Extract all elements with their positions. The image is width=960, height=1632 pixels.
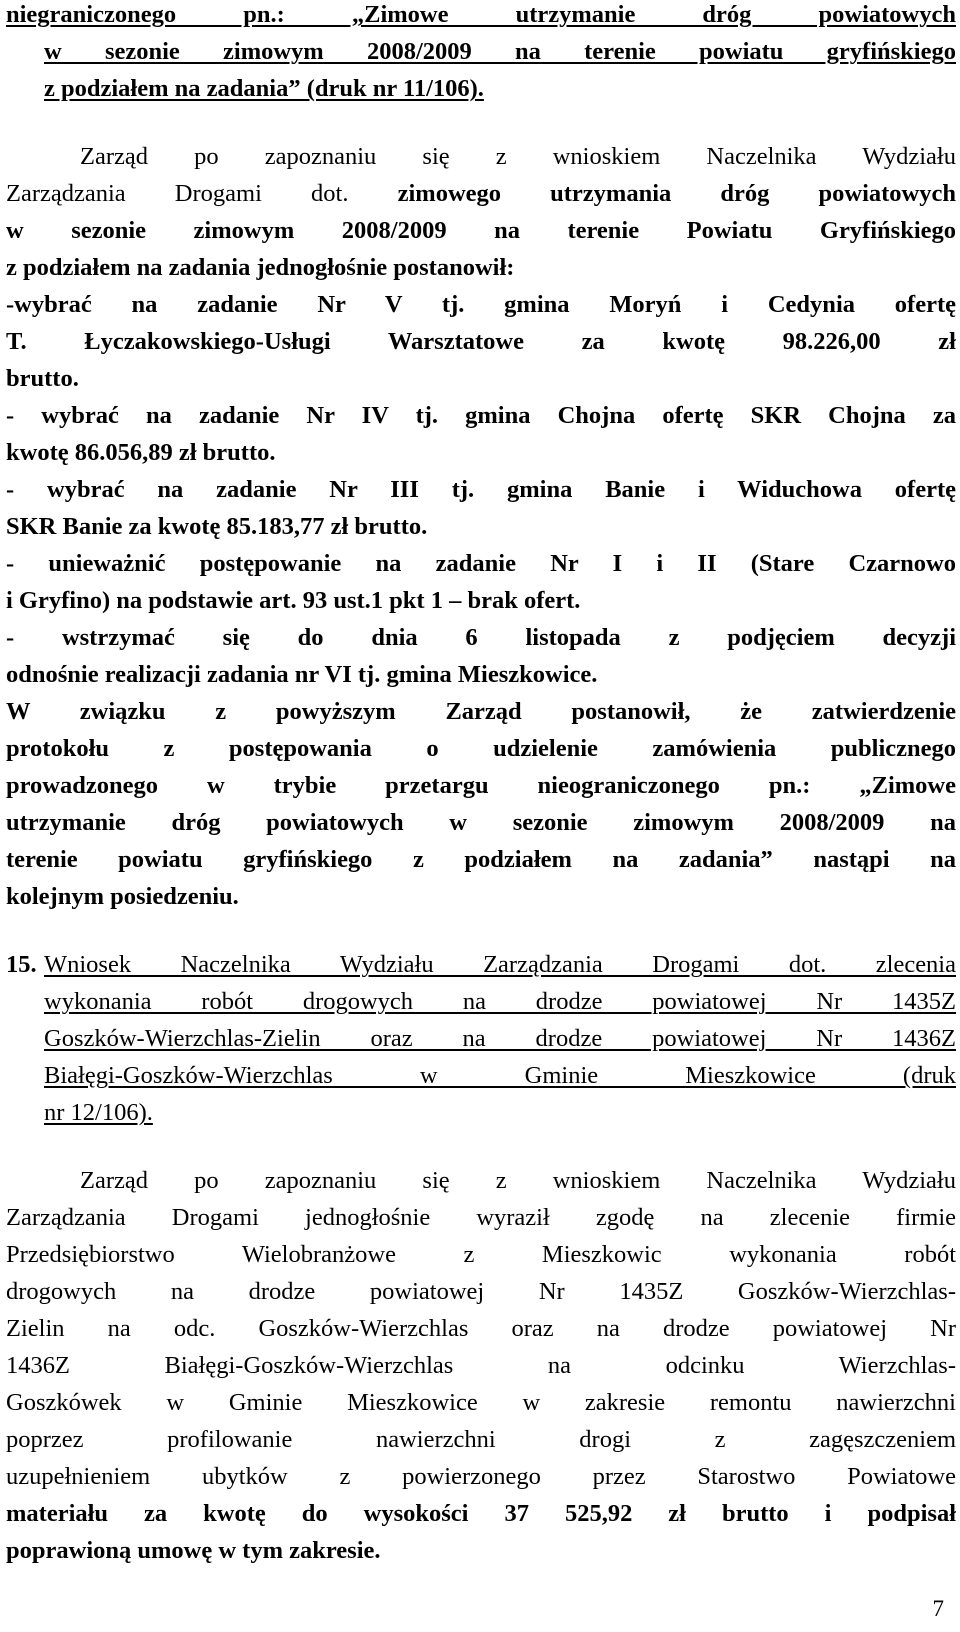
resolution-1-line: W związku z powyższym Zarząd postanowił, że zatwierdzenie [6, 698, 956, 725]
resolution-2-line: materiału za kwotę do wysokości 37 525,92 zł brutto i podpisał [6, 1500, 956, 1527]
resolution-1-line: - wybrać na zadanie Nr III tj. gmina Banie i Widuchowa ofertę [6, 476, 956, 503]
resolution-2-line: 1436Z Białęgi-Goszków-Wierzchlas na odcinku Wierzchlas- [6, 1352, 956, 1379]
item-15-title-line: Wniosek Naczelnika Wydziału Zarządzania Drogami dot. zlecenia [44, 951, 956, 978]
intro-line-2: w sezonie zimowym 2008/2009 na terenie powiatu gryfińskiego [44, 38, 956, 65]
resolution-1-line: z podziałem na zadania jednogłośnie postanowił: [6, 254, 515, 281]
resolution-1-line: - wstrzymać się do dnia 6 listopada z podjęciem decyzji [6, 624, 956, 651]
resolution-1-line: SKR Banie za kwotę 85.183,77 zł brutto. [6, 513, 428, 540]
resolution-1-text-normal: Zarządzania Drogami dot. [6, 180, 349, 207]
resolution-1-line: T. Łyczakowskiego-Usługi Warsztatowe za kwotę 98.226,00 zł [6, 328, 956, 355]
resolution-1-line: w sezonie zimowym 2008/2009 na terenie Powiatu Gryfińskiego [6, 217, 956, 244]
resolution-1-line: kwotę 86.056,89 zł brutto. [6, 439, 276, 466]
resolution-2-line: uzupełnieniem ubytków z powierzonego przez Starostwo Powiatowe [6, 1463, 956, 1490]
resolution-1-line: - unieważnić postępowanie na zadanie Nr I i II (Stare Czarnowo [6, 550, 956, 577]
intro-line-1: niegraniczonego pn.: „Zimowe utrzymanie dróg powiatowych [6, 1, 956, 28]
resolution-1-line: i Gryfino) na podstawie art. 93 ust.1 pkt 1 – brak ofert. [6, 587, 581, 614]
resolution-2-line: Zarząd po zapoznaniu się z wnioskiem Naczelnika Wydziału [80, 1167, 956, 1194]
resolution-2-line: Goszkówek w Gminie Mieszkowice w zakresie remontu nawierzchni [6, 1389, 956, 1416]
resolution-2-line: poprawioną umowę w tym zakresie. [6, 1537, 381, 1564]
page-number: 7 [932, 1596, 944, 1621]
intro-line-3: z podziałem na zadania” (druk nr 11/106). [44, 75, 484, 102]
resolution-1-text-bold: zimowego utrzymania dróg powiatowych [348, 180, 956, 207]
resolution-1-line: protokołu z postępowania o udzielenie zamówienia publicznego [6, 735, 956, 762]
item-number: 15. [6, 951, 37, 978]
item-15-title-line: wykonania robót drogowych na drodze powiatowej Nr 1435Z [44, 988, 956, 1015]
resolution-1-line: - wybrać na zadanie Nr IV tj. gmina Chojna ofertę SKR Chojna za [6, 402, 956, 429]
resolution-2-line: drogowych na drodze powiatowej Nr 1435Z Goszków-Wierzchlas- [6, 1278, 956, 1305]
resolution-1-line: kolejnym posiedzeniu. [6, 883, 239, 910]
item-15-title-line: nr 12/106). [44, 1099, 153, 1126]
resolution-1-line: prowadzonego w trybie przetargu nieograniczonego pn.: „Zimowe [6, 772, 956, 799]
resolution-1-line: Zarząd po zapoznaniu się z wnioskiem Naczelnika Wydziału [80, 143, 956, 170]
resolution-2-line: Zarządzania Drogami jednogłośnie wyraził zgodę na zlecenie firmie [6, 1204, 956, 1231]
resolution-1-line [6, 175, 956, 213]
resolution-1-line: -wybrać na zadanie Nr V tj. gmina Moryń i Cedynia ofertę [6, 291, 956, 318]
resolution-1-line: terenie powiatu gryfińskiego z podziałem na zadania” nastąpi na [6, 846, 956, 873]
resolution-1-line: odnośnie realizacji zadania nr VI tj. gmina Mieszkowice. [6, 661, 598, 688]
item-15-title-line: Goszków-Wierzchlas-Zielin oraz na drodze powiatowej Nr 1436Z [44, 1025, 956, 1052]
resolution-1-line: brutto. [6, 365, 79, 392]
resolution-1-line: utrzymanie dróg powiatowych w sezonie zimowym 2008/2009 na [6, 809, 956, 836]
resolution-2-line: Przedsiębiorstwo Wielobranżowe z Mieszkowic wykonania robót [6, 1241, 956, 1268]
item-15-title-line: Białęgi-Goszków-Wierzchlas w Gminie Mieszkowice (druk [44, 1062, 956, 1089]
resolution-2-line: Zielin na odc. Goszków-Wierzchlas oraz na drodze powiatowej Nr [6, 1315, 956, 1342]
resolution-2-line: poprzez profilowanie nawierzchni drogi z zagęszczeniem [6, 1426, 956, 1453]
